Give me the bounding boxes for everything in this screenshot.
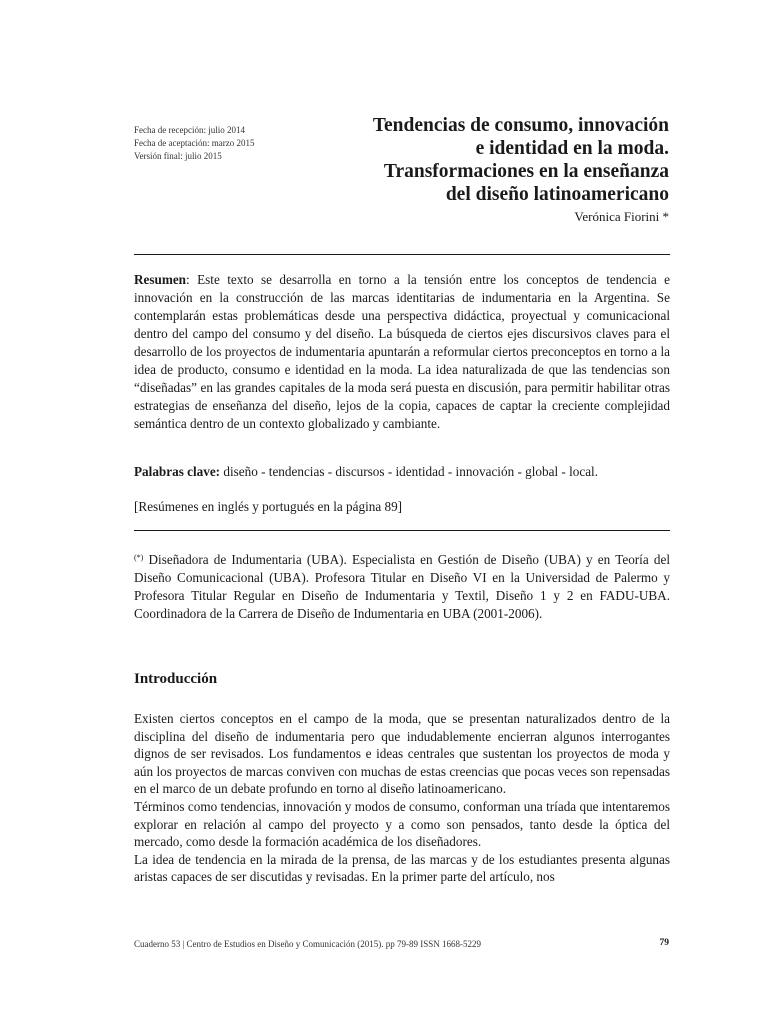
article-title xyxy=(249,114,669,206)
page-number: 79 xyxy=(659,938,669,948)
divider-bottom xyxy=(134,530,670,531)
title-block xyxy=(249,114,669,226)
abstract-cross-reference: [Resúmenes en inglés y portugués en la página 89] xyxy=(134,499,403,514)
divider-top xyxy=(134,254,670,255)
title-line-1: Tendencias de consumo, innovación xyxy=(372,115,669,136)
body-paragraph-2: Términos como tendencias, innovación y modos de consumo, conforman una tríada que intentaremos explorar en relación al campo del proyecto y a como son pensados, tanto desde la óptica del mercado, como desde la formación académica de los diseñadores. xyxy=(134,798,670,850)
keywords-label: Palabras clave: xyxy=(134,464,221,479)
abstract-label: Resumen xyxy=(134,272,187,287)
author-footnote xyxy=(134,551,670,623)
keywords xyxy=(134,463,670,481)
keywords-text: diseño - tendencias - discursos - identidad - innovación - global - local. xyxy=(220,464,599,479)
title-line-4: del diseño latinoamericano xyxy=(445,184,669,205)
reception-date: Fecha de recepción: julio 2014 xyxy=(134,125,245,135)
article-dates xyxy=(134,124,254,163)
body-paragraph-3: La idea de tendencia en la mirada de la prensa, de las marcas y de los estudiantes presenta algunas aristas capaces de ser discutidas y revisadas. En la primer parte del artículo, nos xyxy=(134,851,670,885)
title-line-2: e identidad en la moda. xyxy=(475,138,669,159)
page-footer: Cuaderno 53 | Centro de Estudios en Diseño y Comunicación (2015). pp 79-89 ISSN 1668-5229 xyxy=(134,939,482,949)
abstract-text: : Este texto se desarrolla en torno a la tensión entre los conceptos de tendencia e innovación en la construcción de las marcas identitarias de indumentaria en la Argentina. Se contemplarán estas problemáticas desde una perspectiva didáctica, proyectual y comunicacional dentro del campo del consumo y del diseño. La búsqueda de ciertos ejes discursivos claves para el desarrollo de los proyectos de indumentaria apuntarán a reformular ciertos preconceptos en torno a la idea de producto, consumo e identidad en la moda. La idea naturalizada de que las tendencias son “diseñadas” en las grandes capitales de la moda será puesta en discusión, para permitir habilitar otras estrategias de enseñanza del diseño, lejos de la copia, capaces de captar la creciente complejidad semántica dentro de un contexto globalizado y cambiante. xyxy=(134,272,670,431)
title-line-3: Transformaciones en la enseñanza xyxy=(383,161,669,182)
footnote-text: Diseñadora de Indumentaria (UBA). Especialista en Gestión de Diseño (UBA) y en Teoría del Diseño Comunicacional (UBA). Profesora Titular en Diseño VI en la Universidad de Palermo y Profesora Titular Regular en Diseño de Indumentaria y Textil, Diseño 1 y 2 en FADU-UBA. Coordinadora de la Carrera de Diseño de Indumentaria en UBA (2001-2006). xyxy=(134,552,670,621)
final-version-date: Versión final: julio 2015 xyxy=(134,151,222,161)
body-text xyxy=(134,710,670,886)
author: Verónica Fiorini * xyxy=(574,209,669,224)
body-paragraph-1: Existen ciertos conceptos en el campo de la moda, que se presentan naturalizados dentro de la disciplina del diseño de indumentaria pero que indudablemente encierran algunos interrogantes dignos de ser revisados. Los fundamentos e ideas centrales que sustentan los proyectos de moda y aún los proyectos de marcas conviven con muchas de estas creencias que pocas veces son repensadas en el marco de un debate profundo en torno al diseño latinoamericano. xyxy=(134,711,670,797)
section-heading: Introducción xyxy=(134,671,218,687)
abstract xyxy=(134,271,670,433)
footnote-marker: (*) xyxy=(134,553,144,562)
acceptance-date: Fecha de aceptación: marzo 2015 xyxy=(134,138,255,148)
